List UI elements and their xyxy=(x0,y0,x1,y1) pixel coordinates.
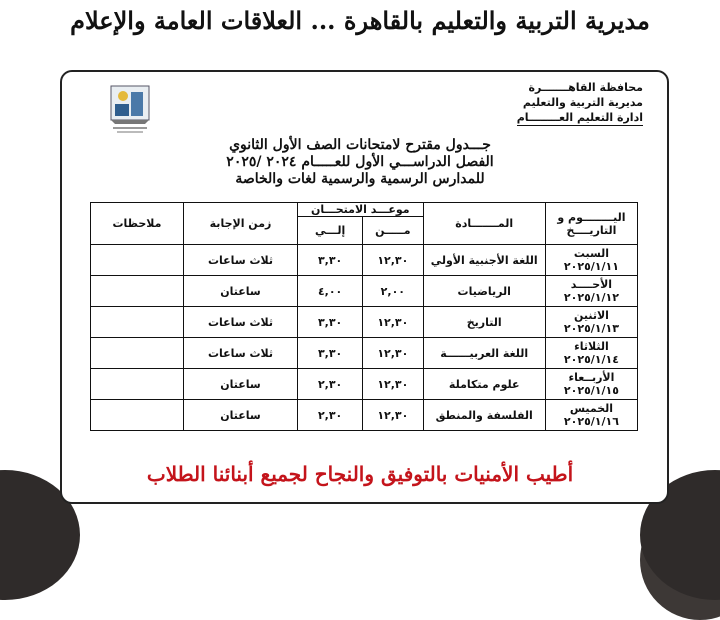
header-duration: زمن الإجابة xyxy=(183,203,297,245)
governorate-block xyxy=(517,80,643,126)
row-to: ٣,٣٠ xyxy=(298,245,363,276)
header-subject: المـــــــادة xyxy=(423,203,545,245)
row-notes xyxy=(91,307,184,338)
row-from: ١٢,٣٠ xyxy=(363,400,423,431)
table-row xyxy=(91,400,638,431)
row-date: ٢٠٢٥/١/١١ xyxy=(563,260,619,273)
row-day: الاثنين xyxy=(573,309,609,322)
gov-line-1: محافظة القاهـــــــرة xyxy=(528,81,643,94)
row-notes xyxy=(91,245,184,276)
row-subject: الفلسفة والمنطق xyxy=(423,400,545,431)
row-subject: علوم متكاملة xyxy=(423,369,545,400)
gov-line-3: ادارة التعليم العــــــــام xyxy=(516,111,643,124)
row-from: ١٢,٣٠ xyxy=(363,338,423,369)
row-date: ٢٠٢٥/١/١٥ xyxy=(563,384,619,397)
row-notes xyxy=(91,338,184,369)
header-from: مـــــن xyxy=(363,217,423,245)
row-to: ٢,٣٠ xyxy=(298,369,363,400)
row-to: ٢,٣٠ xyxy=(298,400,363,431)
row-duration: ثلاث ساعات xyxy=(183,338,297,369)
table-row xyxy=(91,276,638,307)
row-date: ٢٠٢٥/١/١٢ xyxy=(563,291,619,304)
row-to: ٣,٣٠ xyxy=(298,307,363,338)
table-row xyxy=(91,307,638,338)
row-date: ٢٠٢٥/١/١٤ xyxy=(563,353,619,366)
row-day: الأربــعاء xyxy=(568,371,615,384)
row-subject: التاريخ xyxy=(423,307,545,338)
gov-line-2: مديرية التربية والتعليم xyxy=(522,96,643,109)
row-to: ٣,٣٠ xyxy=(298,338,363,369)
row-day: السبت xyxy=(573,247,610,260)
row-date: ٢٠٢٥/١/١٣ xyxy=(563,322,619,335)
row-day: الأحــــد xyxy=(570,278,613,291)
row-duration: ثلاث ساعات xyxy=(183,307,297,338)
exam-schedule-table xyxy=(90,202,638,431)
row-notes xyxy=(91,400,184,431)
row-duration: ثلاث ساعات xyxy=(183,245,297,276)
ministry-logo-icon xyxy=(105,80,155,138)
row-notes xyxy=(91,276,184,307)
page-header-title: مديرية التربية والتعليم بالقاهرة ... العلاقات العامة والإعلام xyxy=(70,6,650,35)
header-day: اليــــــــوم و التاريــــخ xyxy=(545,203,637,245)
row-day: الخميس xyxy=(569,402,614,415)
row-date: ٢٠٢٥/١/١٦ xyxy=(563,415,619,428)
schedule-titles xyxy=(160,137,560,188)
row-from: ٢,٠٠ xyxy=(363,276,423,307)
table-row xyxy=(91,245,638,276)
schedule-rows xyxy=(91,245,638,431)
row-from: ١٢,٣٠ xyxy=(363,369,423,400)
schedule-title-line-3: للمدارس الرسمية والرسمية لغات والخاصة xyxy=(235,171,485,187)
row-subject: اللغة العربيــــــة xyxy=(423,338,545,369)
row-subject: اللغة الأجنبية الأولي xyxy=(423,245,545,276)
schedule-title-line-2: الفصل الدراســـي الأول للعـــــام ٢٠٢٤ /٢٠٢٥ xyxy=(226,154,494,170)
header-to: إلـــي xyxy=(298,217,363,245)
row-notes xyxy=(91,369,184,400)
header-notes: ملاحظات xyxy=(91,203,184,245)
table-row xyxy=(91,338,638,369)
row-from: ١٢,٣٠ xyxy=(363,307,423,338)
header-exam-time: موعـــد الامتحـــان xyxy=(298,203,423,217)
row-subject: الرياضيات xyxy=(423,276,545,307)
row-duration: ساعتان xyxy=(183,400,297,431)
row-from: ١٢,٣٠ xyxy=(363,245,423,276)
schedule-title-line-1: جـــدول مقترح لامتحانات الصف الأول الثانوي xyxy=(229,137,491,153)
row-duration: ساعتان xyxy=(183,276,297,307)
table-row xyxy=(91,369,638,400)
row-duration: ساعتان xyxy=(183,369,297,400)
row-day: الثلاثاء xyxy=(574,340,609,353)
footer-message: أطيب الأمنيات بالتوفيق والنجاح لجميع أبنائنا الطلاب xyxy=(146,462,574,486)
row-to: ٤,٠٠ xyxy=(298,276,363,307)
